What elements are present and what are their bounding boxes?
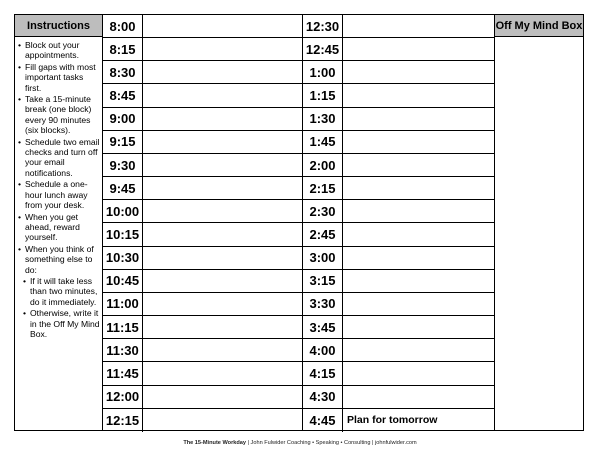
time-slot[interactable] [143, 84, 302, 106]
time-label: 1:45 [303, 131, 343, 153]
time-label: 3:30 [303, 293, 343, 315]
afternoon-row [303, 108, 494, 131]
afternoon-row [303, 362, 494, 385]
time-label: 9:45 [103, 177, 143, 199]
off-my-mind-box[interactable] [495, 37, 583, 430]
time-slot[interactable] [143, 270, 302, 292]
morning-row [103, 339, 302, 362]
time-slot[interactable] [343, 61, 494, 83]
time-label: 11:15 [103, 316, 143, 338]
morning-row [103, 270, 302, 293]
morning-row [103, 15, 302, 38]
time-label: 9:15 [103, 131, 143, 153]
time-slot[interactable] [143, 293, 302, 315]
morning-row [103, 84, 302, 107]
time-label: 8:00 [103, 15, 143, 37]
time-label: 3:00 [303, 247, 343, 269]
time-slot[interactable] [143, 362, 302, 384]
time-label: 8:15 [103, 38, 143, 60]
afternoon-row [303, 223, 494, 246]
time-slot[interactable] [143, 339, 302, 361]
time-label: 1:15 [303, 84, 343, 106]
time-slot[interactable] [143, 131, 302, 153]
time-slot[interactable] [143, 61, 302, 83]
afternoon-time-rows [303, 15, 494, 430]
morning-row [103, 38, 302, 61]
instructions-list [15, 37, 102, 339]
time-slot[interactable] [143, 38, 302, 60]
time-label: 1:00 [303, 61, 343, 83]
time-label: 2:00 [303, 154, 343, 176]
time-slot[interactable] [343, 200, 494, 222]
time-label: 10:30 [103, 247, 143, 269]
time-slot[interactable] [343, 247, 494, 269]
time-label: 4:15 [303, 362, 343, 384]
footer-text: | John Fulwider Coaching • Speaking • Consulting | johnfulwider.com [246, 440, 417, 446]
time-slot[interactable] [343, 84, 494, 106]
footer [0, 440, 600, 446]
time-slot[interactable] [343, 177, 494, 199]
morning-row [103, 223, 302, 246]
time-slot[interactable] [143, 247, 302, 269]
time-slot[interactable] [343, 131, 494, 153]
time-slot[interactable] [343, 386, 494, 408]
time-slot[interactable] [143, 154, 302, 176]
afternoon-row [303, 38, 494, 61]
instruction-item: • Schedule a one-hour lunch away from your desk. [18, 179, 100, 210]
afternoon-column [303, 15, 495, 430]
afternoon-row [303, 247, 494, 270]
afternoon-row [303, 386, 494, 409]
time-label: 12:15 [103, 409, 143, 432]
time-label: 12:00 [103, 386, 143, 408]
afternoon-row [303, 84, 494, 107]
afternoon-row [303, 15, 494, 38]
afternoon-row [303, 409, 494, 432]
morning-row [103, 177, 302, 200]
plan-for-tomorrow-slot[interactable]: Plan for tomorrow [347, 414, 438, 427]
time-slot[interactable] [143, 200, 302, 222]
time-label: 3:45 [303, 316, 343, 338]
time-slot[interactable] [343, 362, 494, 384]
afternoon-row [303, 200, 494, 223]
time-label: 11:00 [103, 293, 143, 315]
morning-row [103, 293, 302, 316]
footer-title: The 15-Minute Workday [183, 440, 246, 446]
time-label: 2:45 [303, 223, 343, 245]
afternoon-row [303, 154, 494, 177]
time-label: 3:15 [303, 270, 343, 292]
instructions-column [15, 15, 103, 430]
instruction-item: • Otherwise, write it in the Off My Mind Box. [18, 308, 100, 339]
afternoon-row [303, 339, 494, 362]
instruction-item: • Take a 15-minute break (one block) every 90 minutes (six blocks). [18, 94, 100, 136]
time-label: 12:45 [303, 38, 343, 60]
morning-row [103, 247, 302, 270]
time-label: 4:45 [303, 409, 343, 432]
instruction-item: • Block out your appointments. [18, 40, 100, 61]
morning-row [103, 61, 302, 84]
time-slot[interactable] [343, 270, 494, 292]
time-label: 4:30 [303, 386, 343, 408]
morning-row [103, 200, 302, 223]
morning-row [103, 316, 302, 339]
instructions-header: Instructions [15, 15, 102, 37]
time-label: 10:45 [103, 270, 143, 292]
time-label: 10:15 [103, 223, 143, 245]
afternoon-row [303, 177, 494, 200]
time-slot[interactable] [343, 108, 494, 130]
time-slot[interactable] [143, 223, 302, 245]
morning-row [103, 409, 302, 432]
time-slot[interactable] [143, 108, 302, 130]
morning-row [103, 154, 302, 177]
instruction-item: • Schedule two email checks and turn off your email notifications. [18, 137, 100, 179]
time-label: 2:30 [303, 200, 343, 222]
morning-column [103, 15, 303, 430]
time-label: 1:30 [303, 108, 343, 130]
time-slot[interactable] [143, 15, 302, 37]
instruction-item: • If it will take less than two minutes, do it immediately. [18, 276, 100, 307]
time-label: 12:30 [303, 15, 343, 37]
time-slot[interactable] [343, 223, 494, 245]
schedule-sheet [14, 14, 584, 431]
time-slot[interactable] [343, 293, 494, 315]
afternoon-row [303, 270, 494, 293]
time-slot[interactable] [143, 409, 302, 432]
time-label: 11:45 [103, 362, 143, 384]
morning-row [103, 131, 302, 154]
morning-row [103, 362, 302, 385]
instruction-item: • Fill gaps with most important tasks first. [18, 62, 100, 93]
afternoon-row [303, 61, 494, 84]
time-label: 9:30 [103, 154, 143, 176]
time-label: 11:30 [103, 339, 143, 361]
off-my-mind-header: Off My Mind Box [495, 15, 583, 37]
afternoon-row [303, 131, 494, 154]
time-slot[interactable] [143, 177, 302, 199]
time-slot[interactable] [343, 339, 494, 361]
time-slot[interactable] [343, 15, 494, 37]
morning-row [103, 386, 302, 409]
time-slot[interactable] [143, 386, 302, 408]
afternoon-row [303, 316, 494, 339]
time-label: 9:00 [103, 108, 143, 130]
time-slot[interactable] [343, 154, 494, 176]
time-label: 10:00 [103, 200, 143, 222]
time-slot[interactable] [143, 316, 302, 338]
time-label: 8:45 [103, 84, 143, 106]
time-label: 2:15 [303, 177, 343, 199]
afternoon-row [303, 293, 494, 316]
morning-time-rows [103, 15, 302, 430]
time-label: 8:30 [103, 61, 143, 83]
off-my-mind-column [495, 15, 583, 430]
instruction-item: • When you think of something else to do: [18, 244, 100, 275]
instruction-item: • When you get ahead, reward yourself. [18, 212, 100, 243]
time-label: 4:00 [303, 339, 343, 361]
morning-row [103, 108, 302, 131]
time-slot[interactable] [343, 38, 494, 60]
time-slot[interactable] [343, 316, 494, 338]
